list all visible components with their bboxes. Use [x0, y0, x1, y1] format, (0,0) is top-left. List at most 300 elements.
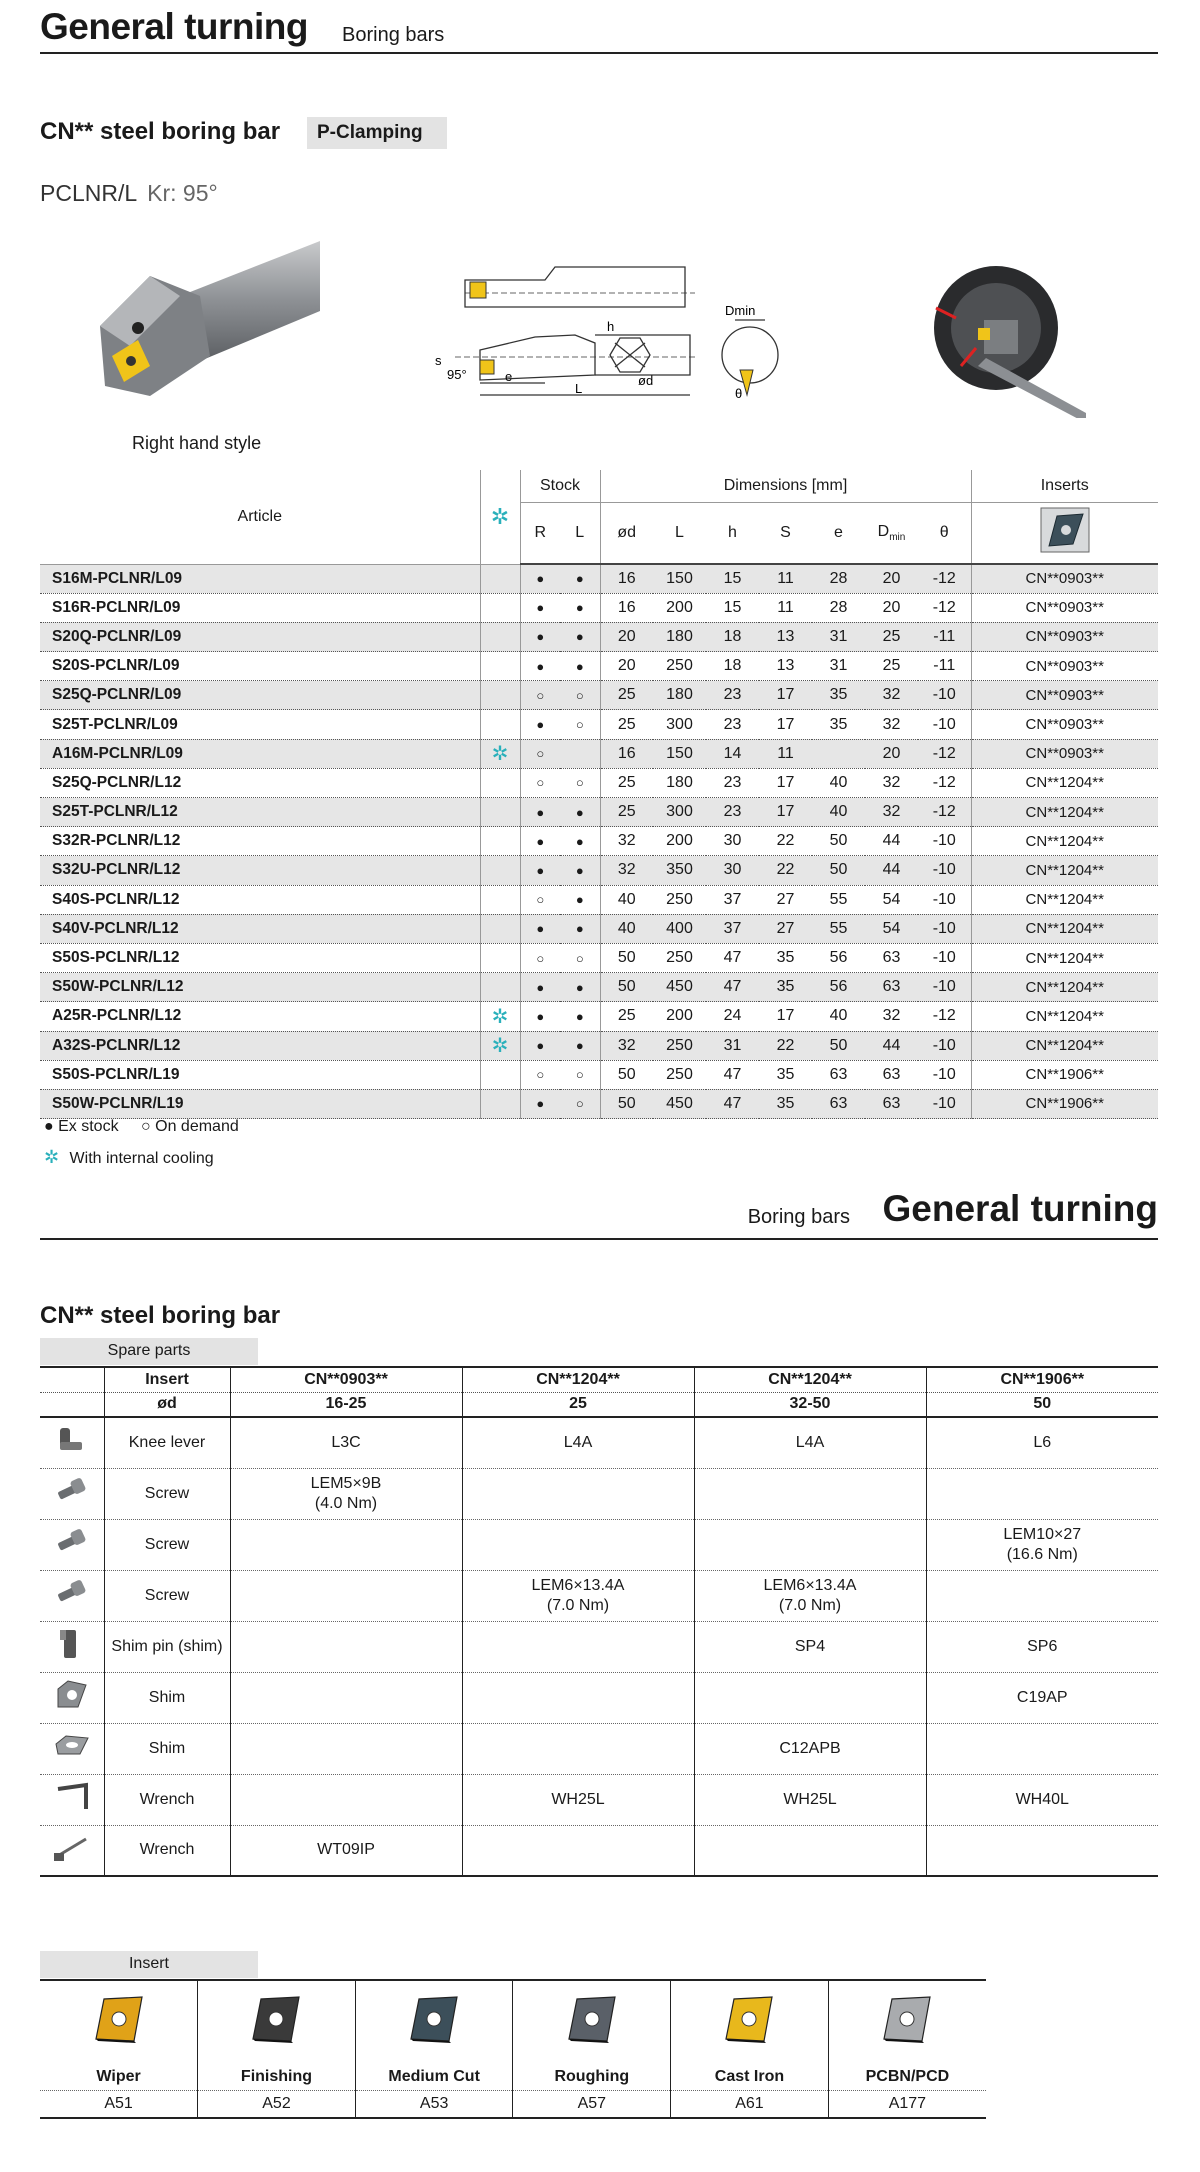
stock-l-cell: ● [560, 914, 600, 943]
screw-icon [40, 1468, 104, 1519]
dmin-cell: 32 [865, 710, 918, 739]
od-cell: 25 [600, 681, 653, 710]
table-row [40, 973, 1158, 1002]
length-cell: 450 [653, 973, 706, 1002]
cooling-cell [480, 914, 520, 943]
h-cell: 30 [706, 856, 759, 885]
stock-r-cell: ● [520, 652, 560, 681]
h-cell: 18 [706, 622, 759, 651]
od-cell: 16 [600, 564, 653, 593]
e-cell: 28 [812, 593, 865, 622]
s-cell: 27 [759, 914, 812, 943]
spare-part-code: LEM6×13.4A (7.0 Nm) [462, 1570, 694, 1621]
insert-cell: CN**1204** [971, 885, 1158, 914]
e-cell: 55 [812, 914, 865, 943]
stock-l-cell: ○ [560, 943, 600, 972]
legend-on-demand: ○ On demand [141, 1118, 239, 1135]
spare-row [40, 1570, 1158, 1621]
stock-l-cell: ● [560, 1002, 600, 1031]
od-cell: 50 [600, 1089, 653, 1118]
cooling-cell [480, 622, 520, 651]
shim-pin-icon [40, 1621, 104, 1672]
table-row [40, 1060, 1158, 1089]
spare-row [40, 1825, 1158, 1876]
table-row [40, 652, 1158, 681]
article-cell: S25T-PCLNR/L09 [40, 710, 480, 739]
stock-r-cell: ● [520, 1002, 560, 1031]
spare-part-code [694, 1672, 926, 1723]
spare-part-code [230, 1570, 462, 1621]
s-cell: 22 [759, 856, 812, 885]
e-cell: 50 [812, 856, 865, 885]
insert-cell: CN**1906** [971, 1089, 1158, 1118]
page-header-2 [40, 1184, 1158, 1240]
e-cell: 50 [812, 827, 865, 856]
article-cell: S25Q-PCLNR/L12 [40, 768, 480, 797]
stock-l-cell: ○ [560, 768, 600, 797]
insert-finishing-icon [198, 1980, 356, 2064]
stock-r-cell: ○ [520, 885, 560, 914]
e-cell: 63 [812, 1060, 865, 1089]
stock-r-cell: ● [520, 1031, 560, 1060]
stock-r-cell: ● [520, 622, 560, 651]
insert-cell: CN**1204** [971, 914, 1158, 943]
dmin-cell: 20 [865, 593, 918, 622]
spare-part-name: Shim pin (shim) [104, 1621, 230, 1672]
spare-part-name: Shim [104, 1723, 230, 1774]
s-cell: 27 [759, 885, 812, 914]
e-cell: 35 [812, 681, 865, 710]
stock-l-cell: ○ [560, 681, 600, 710]
wrench-icon [40, 1774, 104, 1825]
stock-r-cell: ● [520, 564, 560, 593]
insert-medium-cut-icon [355, 1980, 513, 2064]
s-cell: 11 [759, 739, 812, 768]
cooling-cell [480, 652, 520, 681]
spare-part-code: WH25L [694, 1774, 926, 1825]
spare-part-code [462, 1468, 694, 1519]
dmin-cell: 32 [865, 681, 918, 710]
dmin-cell: 20 [865, 564, 918, 593]
section-title: CN** steel boring bar [40, 118, 281, 145]
spare-part-code [926, 1825, 1158, 1876]
insert-cell: CN**0903** [971, 593, 1158, 622]
od-cell: 32 [600, 1031, 653, 1060]
length-cell: 250 [653, 943, 706, 972]
spare-part-code: C19AP [926, 1672, 1158, 1723]
insert-name: Roughing [513, 2064, 671, 2090]
cooling-cell [480, 856, 520, 885]
dim-theta: θ [735, 386, 743, 401]
stock-r-cell: ○ [520, 943, 560, 972]
col-od: ød [600, 502, 653, 564]
spare-part-code: WH25L [462, 1774, 694, 1825]
stock-l-cell: ● [560, 622, 600, 651]
theta-cell: -10 [918, 973, 971, 1002]
article-cell: S50S-PCLNR/L19 [40, 1060, 480, 1089]
insert-cell: CN**1204** [971, 943, 1158, 972]
stock-l-cell [560, 739, 600, 768]
table-row [40, 768, 1158, 797]
spare-row [40, 1621, 1158, 1672]
stock-r-cell: ● [520, 593, 560, 622]
spare-part-code: L3C [230, 1417, 462, 1468]
col-theta: θ [918, 502, 971, 564]
e-cell: 40 [812, 1002, 865, 1031]
spare-head-insert: CN**1204** [694, 1367, 926, 1392]
article-cell: S25Q-PCLNR/L09 [40, 681, 480, 710]
theta-cell: -12 [918, 739, 971, 768]
od-cell: 25 [600, 798, 653, 827]
insert-code: A53 [355, 2090, 513, 2118]
dmin-cell: 25 [865, 622, 918, 651]
article-cell: S50W-PCLNR/L19 [40, 1089, 480, 1118]
spare-part-name: Wrench [104, 1774, 230, 1825]
spare-part-code: L4A [462, 1417, 694, 1468]
theta-cell: -11 [918, 652, 971, 681]
col-e: e [812, 502, 865, 564]
cooling-cell [480, 827, 520, 856]
stock-r-cell: ○ [520, 1060, 560, 1089]
dim-s: s [435, 353, 442, 368]
table-row [40, 593, 1158, 622]
stock-r-cell: ● [520, 798, 560, 827]
insert-cell: CN**0903** [971, 564, 1158, 593]
h-cell: 47 [706, 973, 759, 1002]
spare-part-code: WH40L [926, 1774, 1158, 1825]
dim-L: L [575, 381, 583, 396]
insert-cell: CN**1204** [971, 768, 1158, 797]
insert-cell: CN**0903** [971, 739, 1158, 768]
e-cell: 56 [812, 973, 865, 1002]
table-row [40, 710, 1158, 739]
length-cell: 200 [653, 1002, 706, 1031]
spare-head-diameter: 16-25 [230, 1392, 462, 1417]
spare-part-name: Shim [104, 1672, 230, 1723]
article-cell: S40V-PCLNR/L12 [40, 914, 480, 943]
dmin-cell: 25 [865, 652, 918, 681]
spare-part-name: Screw [104, 1468, 230, 1519]
theta-cell: -12 [918, 564, 971, 593]
insert-name: Wiper [40, 2064, 198, 2090]
s-cell: 17 [759, 681, 812, 710]
insert-wiper-icon [40, 1980, 198, 2064]
cooling-cell [480, 564, 520, 593]
cooling-cell [480, 798, 520, 827]
insert-name: Medium Cut [355, 2064, 513, 2090]
spare-head-diameter: 50 [926, 1392, 1158, 1417]
insert-cell: CN**1204** [971, 798, 1158, 827]
spare-row [40, 1774, 1158, 1825]
dmin-cell: 32 [865, 798, 918, 827]
stock-r-cell: ● [520, 827, 560, 856]
dim-e: e [505, 369, 513, 384]
spare-part-code: L4A [694, 1417, 926, 1468]
dmin-cell: 63 [865, 1089, 918, 1118]
insert-cast-iron-icon [671, 1980, 829, 2064]
insert-code: A61 [671, 2090, 829, 2118]
spare-head-diameter: 32-50 [694, 1392, 926, 1417]
col-l: L [560, 502, 600, 564]
cooling-cell: ✲ [480, 1002, 520, 1031]
col-stock: Stock [520, 470, 600, 502]
article-cell: S50W-PCLNR/L12 [40, 973, 480, 1002]
spare-part-code [462, 1672, 694, 1723]
insert-cell: CN**1204** [971, 973, 1158, 1002]
spare-head-diameter: ød [104, 1392, 230, 1417]
cooling-cell [480, 1089, 520, 1118]
od-cell: 25 [600, 1002, 653, 1031]
h-cell: 37 [706, 885, 759, 914]
spare-part-code [694, 1825, 926, 1876]
page-subtitle: Boring bars [342, 24, 445, 46]
kr-angle: Kr: 95° [147, 180, 218, 206]
h-cell: 23 [706, 681, 759, 710]
cooling-cell [480, 768, 520, 797]
table-row [40, 622, 1158, 651]
stock-r-cell: ● [520, 914, 560, 943]
stock-r-cell: ● [520, 710, 560, 739]
dmin-cell: 44 [865, 827, 918, 856]
cooling-cell: ✲ [480, 1031, 520, 1060]
page-header [40, 6, 1158, 54]
h-cell: 31 [706, 1031, 759, 1060]
cooling-cell [480, 1060, 520, 1089]
h-cell: 23 [706, 768, 759, 797]
article-cell: S16R-PCLNR/L09 [40, 593, 480, 622]
e-cell: 31 [812, 622, 865, 651]
col-dimensions: Dimensions [mm] [600, 470, 971, 502]
page-subtitle-2: Boring bars [747, 1206, 850, 1228]
insert-code: A51 [40, 2090, 198, 2118]
insert-tab: Insert [40, 1951, 258, 1978]
h-cell: 23 [706, 710, 759, 739]
knee-lever-icon [40, 1417, 104, 1468]
stock-r-cell: ● [520, 856, 560, 885]
length-cell: 200 [653, 827, 706, 856]
article-cell: S32U-PCLNR/L12 [40, 856, 480, 885]
spare-part-code [230, 1774, 462, 1825]
h-cell: 30 [706, 827, 759, 856]
spare-parts-tab: Spare parts [40, 1338, 258, 1365]
theta-cell: -10 [918, 856, 971, 885]
article-cell: A32S-PCLNR/L12 [40, 1031, 480, 1060]
spare-part-code: SP4 [694, 1621, 926, 1672]
screw-icon [40, 1570, 104, 1621]
insert-pcbn-pcd-icon [828, 1980, 986, 2064]
length-cell: 350 [653, 856, 706, 885]
spare-part-code [230, 1672, 462, 1723]
length-cell: 150 [653, 564, 706, 593]
length-cell: 400 [653, 914, 706, 943]
length-cell: 250 [653, 1031, 706, 1060]
dmin-cell: 20 [865, 739, 918, 768]
stock-l-cell: ○ [560, 1060, 600, 1089]
dmin-cell: 63 [865, 1060, 918, 1089]
dmin-cell: 44 [865, 856, 918, 885]
shim-icon [40, 1672, 104, 1723]
od-cell: 50 [600, 943, 653, 972]
spare-part-code [462, 1723, 694, 1774]
table-row [40, 739, 1158, 768]
page-title-2: General turning [882, 1188, 1158, 1229]
stock-l-cell: ○ [560, 710, 600, 739]
insert-cell: CN**1906** [971, 1060, 1158, 1089]
legend-cooling [44, 1147, 214, 1168]
theta-cell: -10 [918, 1089, 971, 1118]
insert-cell: CN**1204** [971, 856, 1158, 885]
spare-head-insert: CN**1204** [462, 1367, 694, 1392]
spare-head-diameter: 25 [462, 1392, 694, 1417]
length-cell: 180 [653, 681, 706, 710]
theta-cell: -12 [918, 768, 971, 797]
spare-part-code [462, 1825, 694, 1876]
dmin-cell: 54 [865, 885, 918, 914]
spare-section-title: CN** steel boring bar [40, 1302, 281, 1329]
cooling-legend-icon: ✲ [44, 1147, 60, 1167]
e-cell: 40 [812, 768, 865, 797]
spare-head-insert: CN**1906** [926, 1367, 1158, 1392]
spare-head-insert: Insert [104, 1367, 230, 1392]
image-caption: Right hand style [132, 433, 262, 453]
spare-part-name: Screw [104, 1519, 230, 1570]
model-name: PCLNR/L [40, 180, 138, 206]
h-cell: 15 [706, 593, 759, 622]
legend-stock [44, 1118, 239, 1136]
od-cell: 16 [600, 593, 653, 622]
page-title: General turning [40, 6, 308, 47]
machining-image [916, 248, 1086, 418]
spare-part-code [230, 1519, 462, 1570]
s-cell: 11 [759, 593, 812, 622]
length-cell: 150 [653, 739, 706, 768]
theta-cell: -10 [918, 1060, 971, 1089]
col-s: S [759, 502, 812, 564]
table-row [40, 914, 1158, 943]
s-cell: 35 [759, 1060, 812, 1089]
stock-r-cell: ● [520, 973, 560, 1002]
spare-part-code: WT09IP [230, 1825, 462, 1876]
length-cell: 450 [653, 1089, 706, 1118]
e-cell: 35 [812, 710, 865, 739]
spare-part-code [230, 1723, 462, 1774]
od-cell: 50 [600, 973, 653, 1002]
boring-bar-table [40, 470, 1158, 1119]
dmin-cell: 32 [865, 1002, 918, 1031]
model-title [40, 180, 218, 207]
spare-head-insert: CN**0903** [230, 1367, 462, 1392]
theta-cell: -12 [918, 1002, 971, 1031]
torx-wrench-icon [40, 1825, 104, 1876]
s-cell: 13 [759, 622, 812, 651]
spare-row [40, 1417, 1158, 1468]
article-cell: S32R-PCLNR/L12 [40, 827, 480, 856]
h-cell: 23 [706, 798, 759, 827]
s-cell: 17 [759, 768, 812, 797]
stock-l-cell: ● [560, 856, 600, 885]
e-cell [812, 739, 865, 768]
dmin-cell: 63 [865, 973, 918, 1002]
cooling-cell: ✲ [480, 739, 520, 768]
spare-part-code: SP6 [926, 1621, 1158, 1672]
article-cell: S16M-PCLNR/L09 [40, 564, 480, 593]
od-cell: 16 [600, 739, 653, 768]
length-cell: 250 [653, 652, 706, 681]
theta-cell: -12 [918, 798, 971, 827]
h-cell: 15 [706, 564, 759, 593]
h-cell: 47 [706, 1060, 759, 1089]
spare-part-code [462, 1519, 694, 1570]
insert-name: Cast Iron [671, 2064, 829, 2090]
e-cell: 50 [812, 1031, 865, 1060]
dmin-cell: 54 [865, 914, 918, 943]
length-cell: 180 [653, 768, 706, 797]
shim-flat-icon [40, 1723, 104, 1774]
e-cell: 31 [812, 652, 865, 681]
stock-r-cell: ○ [520, 681, 560, 710]
spare-part-name: Wrench [104, 1825, 230, 1876]
dmin-cell: 44 [865, 1031, 918, 1060]
col-inserts: Inserts [971, 470, 1158, 502]
spare-row [40, 1723, 1158, 1774]
table-row [40, 1002, 1158, 1031]
stock-r-cell: ● [520, 1089, 560, 1118]
s-cell: 17 [759, 710, 812, 739]
dim-od: ød [638, 373, 654, 388]
s-cell: 11 [759, 564, 812, 593]
dim-h: h [607, 319, 615, 334]
spare-part-code: LEM10×27 (16.6 Nm) [926, 1519, 1158, 1570]
table-row [40, 856, 1158, 885]
h-cell: 37 [706, 914, 759, 943]
cooling-icon: ✲ [480, 470, 520, 564]
s-cell: 35 [759, 1089, 812, 1118]
length-cell: 250 [653, 1060, 706, 1089]
insert-cell: CN**0903** [971, 622, 1158, 651]
h-cell: 47 [706, 943, 759, 972]
dimension-drawing [425, 255, 805, 415]
cooling-cell [480, 593, 520, 622]
col-r: R [520, 502, 560, 564]
e-cell: 63 [812, 1089, 865, 1118]
stock-l-cell: ● [560, 593, 600, 622]
dmin-cell: 63 [865, 943, 918, 972]
cooling-cell [480, 943, 520, 972]
table-row [40, 1031, 1158, 1060]
e-cell: 40 [812, 798, 865, 827]
table-row [40, 798, 1158, 827]
insert-roughing-icon [513, 1980, 671, 2064]
insert-grades-table [40, 1979, 986, 2119]
stock-l-cell: ● [560, 885, 600, 914]
e-cell: 56 [812, 943, 865, 972]
spare-part-code: C12APB [694, 1723, 926, 1774]
s-cell: 22 [759, 1031, 812, 1060]
theta-cell: -10 [918, 827, 971, 856]
od-cell: 32 [600, 827, 653, 856]
spare-part-code [926, 1468, 1158, 1519]
insert-name: Finishing [198, 2064, 356, 2090]
theta-cell: -10 [918, 914, 971, 943]
stock-l-cell: ● [560, 564, 600, 593]
h-cell: 14 [706, 739, 759, 768]
s-cell: 17 [759, 798, 812, 827]
insert-cell: CN**1204** [971, 1002, 1158, 1031]
legend-cooling-text: With internal cooling [69, 1150, 214, 1167]
dim-angle: 95° [447, 367, 467, 382]
od-cell: 20 [600, 622, 653, 651]
insert-icon [971, 502, 1158, 564]
